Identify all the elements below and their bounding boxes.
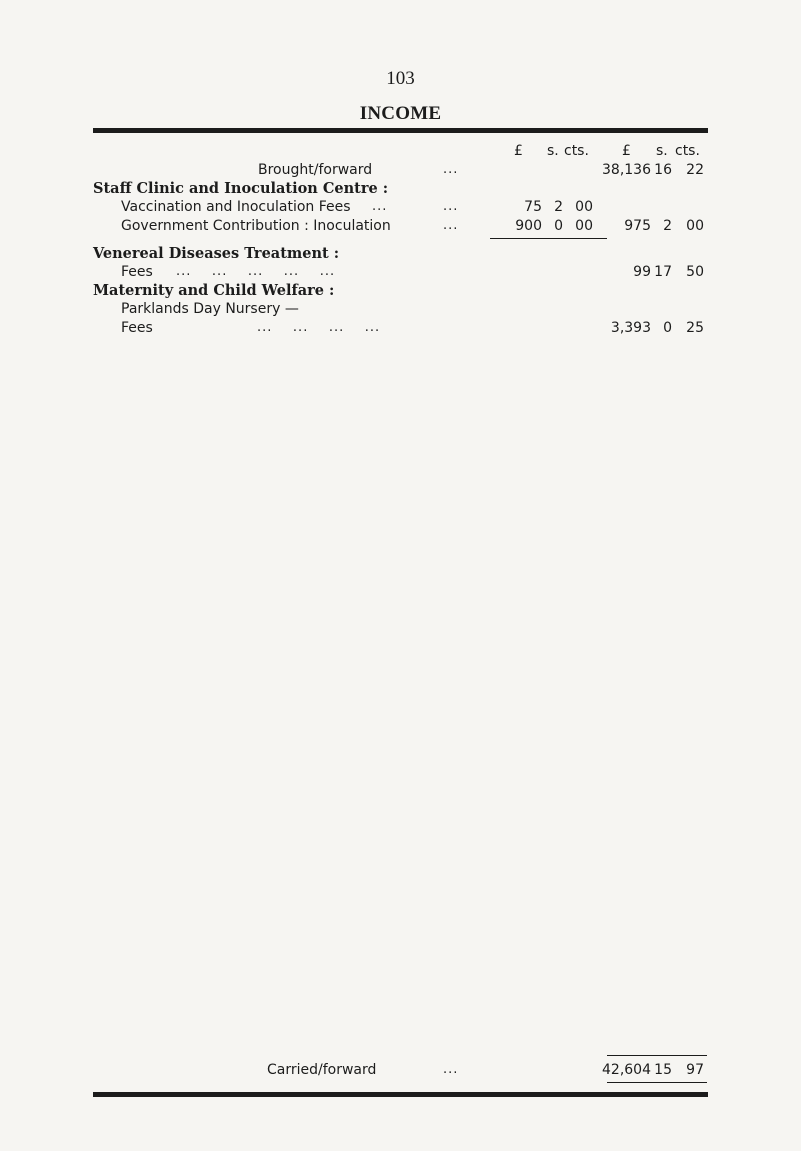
carried-forward-leader: ... bbox=[443, 1062, 459, 1077]
subtotal-rule bbox=[490, 238, 607, 239]
vd-fees-total-cents: 50 bbox=[686, 264, 704, 280]
parklands-fees-total-shillings: 0 bbox=[663, 320, 672, 336]
vaccination-amount-cents: 00 bbox=[575, 199, 593, 215]
vaccination-label: Vaccination and Inoculation Fees bbox=[121, 199, 351, 215]
col1-cents-header: cts. bbox=[564, 143, 589, 159]
government-total-pounds: 975 bbox=[624, 218, 651, 234]
government-amount-shillings: 0 bbox=[554, 218, 563, 234]
vaccination-leader-a: ... bbox=[372, 199, 388, 214]
brought-forward-total-shillings: 16 bbox=[654, 162, 672, 178]
col2-cents-header: cts. bbox=[675, 143, 700, 159]
carried-forward-label: Carried/forward bbox=[267, 1062, 377, 1078]
carried-forward-total-cents: 97 bbox=[686, 1062, 704, 1078]
brought-forward-leader: ... bbox=[443, 162, 459, 177]
brought-forward-label: Brought/forward bbox=[258, 162, 373, 178]
col1-pounds-header: £ bbox=[514, 143, 523, 159]
government-amount-pounds: 900 bbox=[515, 218, 542, 234]
government-total-shillings: 2 bbox=[663, 218, 672, 234]
vd-fees-leaders: ... ... ... ... ... bbox=[176, 264, 336, 279]
parklands-label: Parklands Day Nursery — bbox=[121, 301, 299, 317]
government-total-cents: 00 bbox=[686, 218, 704, 234]
vaccination-leader-b: ... bbox=[443, 199, 459, 214]
brought-forward-total-pounds: 38,136 bbox=[602, 162, 651, 178]
vd-fees-total-shillings: 17 bbox=[654, 264, 672, 280]
bottom-rule bbox=[93, 1092, 708, 1097]
brought-forward-total-cents: 22 bbox=[686, 162, 704, 178]
col2-shillings-header: s. bbox=[656, 143, 668, 159]
parklands-fees-label: Fees bbox=[121, 320, 153, 336]
venereal-heading: Venereal Diseases Treatment : bbox=[93, 245, 340, 262]
carried-forward-total-shillings: 15 bbox=[654, 1062, 672, 1078]
staff-clinic-heading: Staff Clinic and Inoculation Centre : bbox=[93, 180, 389, 197]
page-number: 103 bbox=[386, 68, 415, 89]
vaccination-amount-pounds: 75 bbox=[524, 199, 542, 215]
maternity-heading: Maternity and Child Welfare : bbox=[93, 282, 335, 299]
total-rule-lower bbox=[607, 1082, 707, 1083]
page-title: INCOME bbox=[359, 103, 442, 124]
government-leader: ... bbox=[443, 218, 459, 233]
vd-fees-label: Fees bbox=[121, 264, 153, 280]
vaccination-amount-shillings: 2 bbox=[554, 199, 563, 215]
total-rule-upper bbox=[607, 1055, 707, 1056]
government-label: Government Contribution : Inoculation bbox=[121, 218, 391, 234]
top-rule bbox=[93, 128, 708, 133]
parklands-fees-total-cents: 25 bbox=[686, 320, 704, 336]
parklands-fees-leaders: ... ... ... ... bbox=[257, 320, 381, 335]
government-amount-cents: 00 bbox=[575, 218, 593, 234]
col2-pounds-header: £ bbox=[622, 143, 631, 159]
vd-fees-total-pounds: 99 bbox=[633, 264, 651, 280]
parklands-fees-total-pounds: 3,393 bbox=[610, 320, 651, 336]
col1-shillings-header: s. bbox=[547, 143, 559, 159]
carried-forward-total-pounds: 42,604 bbox=[602, 1062, 651, 1078]
